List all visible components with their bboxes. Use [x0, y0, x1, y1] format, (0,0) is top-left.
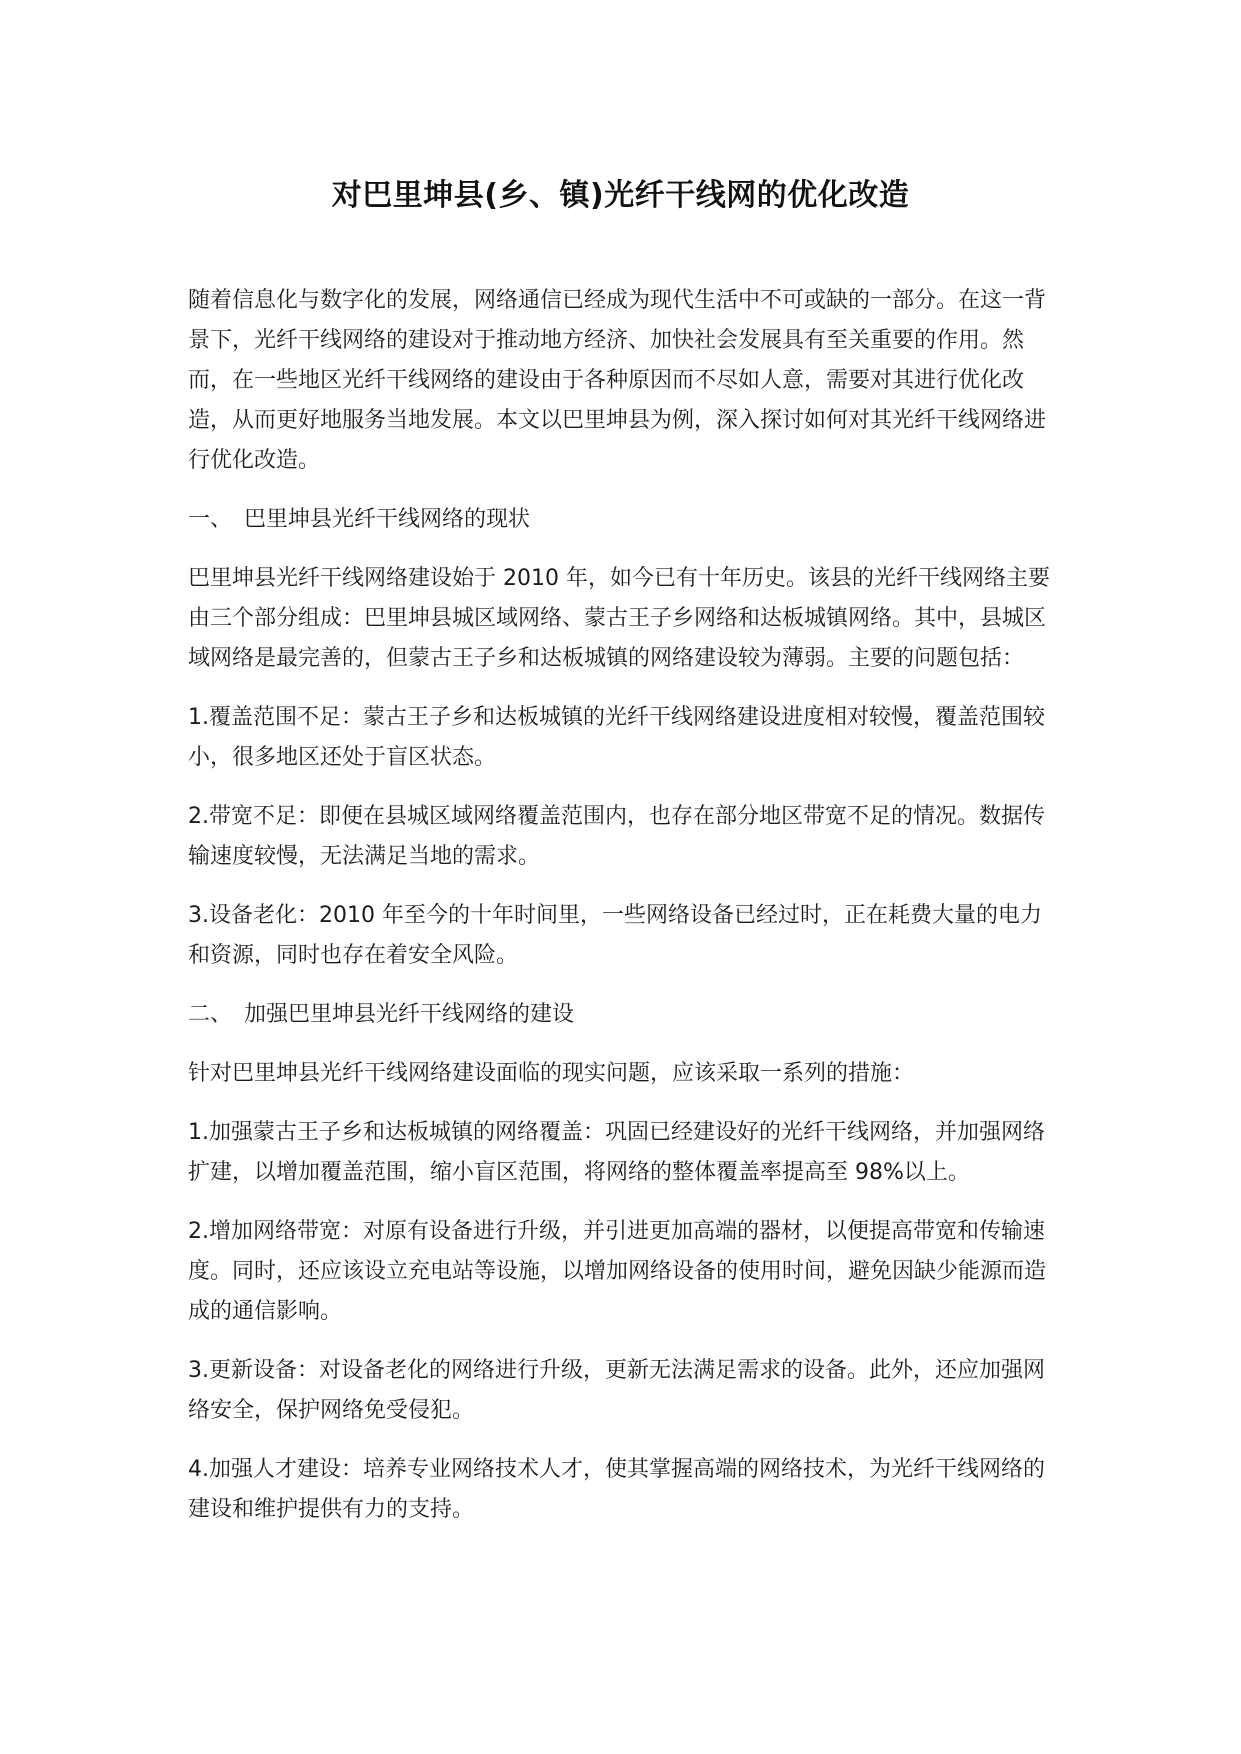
document-body [188, 281, 1050, 1549]
section-2-item-3: 3.更新设备：对设备老化的网络进行升级，更新无法满足需求的设备。此外，还应加强网络安全，保护网络免受侵犯。 [188, 1358, 1045, 1423]
section-1-item-3: 3.设备老化：2010 年至今的十年时间里，一些网络设备已经过时，正在耗费大量的电力和资源，同时也存在着安全风险。 [188, 903, 1042, 968]
section-1-heading-text: 巴里坤县光纤干线网络的现状 [244, 507, 531, 532]
section-1-heading [188, 500, 1050, 540]
section-2-item-1: 1.加强蒙古王子乡和达板城镇的网络覆盖：巩固已经建设好的光纤干线网络，并加强网络扩建，以增加覆盖范围，缩小盲区范围，将网络的整体覆盖率提高至 98%以上。 [188, 1120, 1045, 1185]
document-title: 对巴里坤县(乡、镇)光纤干线网的优化改造 [331, 178, 910, 213]
section-1-item-1: 1.覆盖范围不足：蒙古王子乡和达板城镇的光纤干线网络建设进度相对较慢，覆盖范围较小，很多地区还处于盲区状态。 [188, 705, 1045, 770]
section-2-item-4: 4.加强人才建设：培养专业网络技术人才，使其掌握高端的网络技术，为光纤干线网络的建设和维护提供有力的支持。 [188, 1457, 1045, 1522]
section-1-paragraph: 巴里坤县光纤干线网络建设始于 2010 年，如今已有十年历史。该县的光纤干线网络主要由三个部分组成：巴里坤县城区域网络、蒙古王子乡网络和达板城镇网络。其中，县城区域网络是最完善的，但蒙古王子乡和达板城镇的网络建设较为薄弱。主要的问题包括： [188, 566, 1050, 671]
section-2-heading [188, 995, 1050, 1035]
intro-paragraph: 随着信息化与数字化的发展，网络通信已经成为现代生活中不可或缺的一部分。在这一背景下，光纤干线网络的建设对于推动地方经济、加快社会发展具有至关重要的作用。然而，在一些地区光纤干线网络的建设由于各种原因而不尽如人意，需要对其进行优化改造，从而更好地服务当地发展。本文以巴里坤县为例，深入探讨如何对其光纤干线网络进行优化改造。 [188, 288, 1047, 473]
section-2-heading-text: 加强巴里坤县光纤干线网络的建设 [244, 1002, 575, 1027]
section-2-paragraph: 针对巴里坤县光纤干线网络建设面临的现实问题，应该采取一系列的措施： [188, 1061, 915, 1086]
section-2-item-2: 2.增加网络带宽：对原有设备进行升级，并引进更加高端的器材，以便提高带宽和传输速度。同时，还应该设立充电站等设施，以增加网络设备的使用时间，避免因缺少能源而造成的通信影响。 [188, 1219, 1047, 1324]
section-1-item-2: 2.带宽不足：即便在县城区域网络覆盖范围内，也存在部分地区带宽不足的情况。数据传输速度较慢，无法满足当地的需求。 [188, 804, 1045, 869]
section-2-number: 二、 [188, 1002, 233, 1027]
section-1-number: 一、 [188, 507, 233, 532]
